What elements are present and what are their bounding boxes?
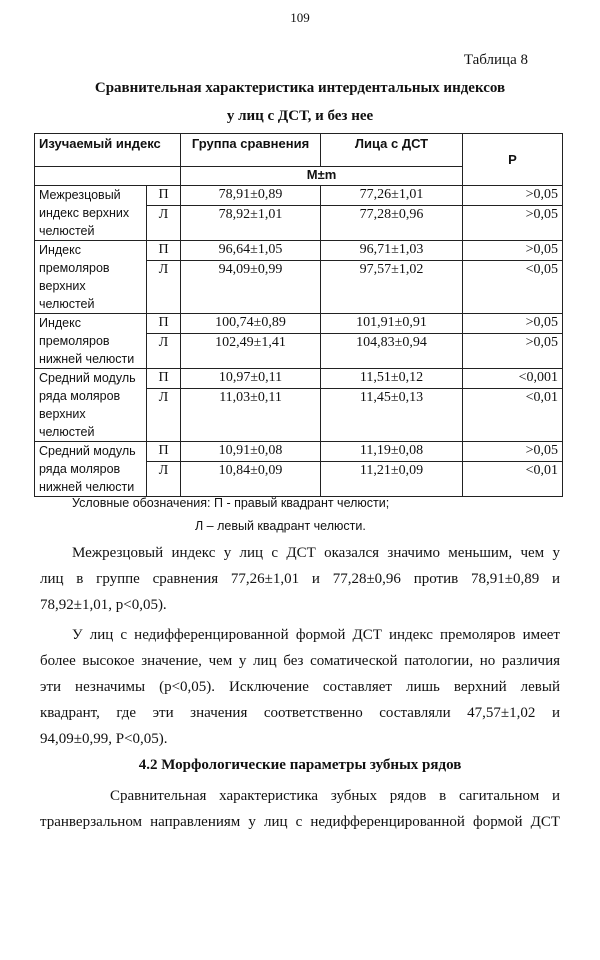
- row-side: Л: [147, 261, 181, 314]
- table-title-line-1: Сравнительная характеристика интердентальных индексов: [94, 80, 506, 96]
- header-index: Изучаемый индекс: [35, 134, 181, 167]
- row-group-value: 11,03±0,11: [181, 389, 321, 442]
- row-group-value: 96,64±1,05: [181, 241, 321, 261]
- header-p: Р: [463, 134, 563, 186]
- paragraph-line: лиц в группе сравнения 77,26±1,01 и 77,28±0,96 против 78,91±0,89 и: [40, 571, 560, 587]
- row-index-name: Средний модуль ряда моляров верхних челюстей: [35, 369, 147, 442]
- row-dst-value: 101,91±0,91: [321, 314, 463, 334]
- table-title-line-2: у лиц с ДСТ, и без нее: [226, 108, 374, 124]
- row-dst-value: 11,19±0,08: [321, 442, 463, 462]
- row-group-value: 78,91±0,89: [181, 186, 321, 206]
- row-side: Л: [147, 206, 181, 241]
- row-group-value: 10,97±0,11: [181, 369, 321, 389]
- row-index-name: Индекс премоляров верхних челюстей: [35, 241, 147, 314]
- table-row: [35, 241, 563, 261]
- paragraph-line: эти незначимы (р<0,05). Исключение составляет лишь верхний левый: [40, 679, 560, 695]
- row-p-value: >0,05: [463, 442, 563, 462]
- paragraph-line: У лиц с недифференцированной формой ДСТ индекс премоляров имеет: [72, 627, 560, 643]
- row-side: Л: [147, 462, 181, 497]
- paragraph-line: Сравнительная характеристика зубных рядов в сагитальном и: [110, 788, 560, 804]
- legend-line-2: Л – левый квадрант челюсти.: [195, 519, 366, 533]
- row-p-value: >0,05: [463, 314, 563, 334]
- row-index-name: Межрезцовый индекс верхних челюстей: [35, 186, 147, 241]
- paragraph-1: [40, 540, 560, 618]
- row-side: П: [147, 241, 181, 261]
- header-mean-sd: M±m: [181, 167, 463, 186]
- row-dst-value: 77,26±1,01: [321, 186, 463, 206]
- row-p-value: >0,05: [463, 334, 563, 369]
- table-label: Таблица 8: [463, 52, 528, 68]
- row-side: П: [147, 186, 181, 206]
- row-side: П: [147, 369, 181, 389]
- row-group-value: 78,92±1,01: [181, 206, 321, 241]
- row-dst-value: 97,57±1,02: [321, 261, 463, 314]
- row-p-value: <0,01: [463, 462, 563, 497]
- row-side: П: [147, 314, 181, 334]
- row-p-value: >0,05: [463, 206, 563, 241]
- paragraph-line: более высокое значение, чем у лиц без соматической патологии, но различия: [40, 653, 560, 669]
- paragraph-line: квадрант, где эти значения соответственно составляли 47,57±1,02 и: [40, 705, 560, 721]
- row-dst-value: 11,21±0,09: [321, 462, 463, 497]
- row-group-value: 100,74±0,89: [181, 314, 321, 334]
- row-side: Л: [147, 389, 181, 442]
- row-side: Л: [147, 334, 181, 369]
- paragraph-line: Межрезцовый индекс у лиц с ДСТ оказался значимо меньшим, чем у: [72, 545, 560, 561]
- legend-line-1: Условные обозначения: П - правый квадрант челюсти;: [72, 496, 390, 510]
- row-dst-value: 104,83±0,94: [321, 334, 463, 369]
- row-p-value: <0,01: [463, 389, 563, 442]
- row-group-value: 10,91±0,08: [181, 442, 321, 462]
- row-index-name: Средний модуль ряда моляров нижней челюсти: [35, 442, 147, 497]
- paragraph-line: транверзальном направлениям у лиц с недифференцированной формой ДСТ: [40, 814, 560, 830]
- row-p-value: <0,05: [463, 261, 563, 314]
- indices-table: [34, 133, 563, 497]
- paragraph-3: [40, 783, 560, 835]
- row-group-value: 10,84±0,09: [181, 462, 321, 497]
- paragraph-line: 78,92±1,01, р<0,05).: [40, 597, 167, 613]
- paragraph-2: [40, 622, 560, 752]
- page-number: 109: [290, 10, 310, 25]
- table-row: [35, 369, 563, 389]
- row-p-value: >0,05: [463, 186, 563, 206]
- row-dst-value: 96,71±1,03: [321, 241, 463, 261]
- header-dst: Лица с ДСТ: [321, 134, 463, 167]
- table-row: [35, 314, 563, 334]
- header-blank: [35, 167, 181, 186]
- header-group: Группа сравнения: [181, 134, 321, 167]
- row-p-value: <0,001: [463, 369, 563, 389]
- row-side: П: [147, 442, 181, 462]
- paragraph-line: 94,09±0,99, Р<0,05).: [40, 731, 168, 747]
- row-dst-value: 11,51±0,12: [321, 369, 463, 389]
- row-group-value: 94,09±0,99: [181, 261, 321, 314]
- row-dst-value: 77,28±0,96: [321, 206, 463, 241]
- table-row: [35, 186, 563, 206]
- row-index-name: Индекс премоляров нижней челюсти: [35, 314, 147, 369]
- section-heading: 4.2 Морфологические параметры зубных рядов: [138, 757, 462, 773]
- table-row: [35, 442, 563, 462]
- row-p-value: >0,05: [463, 241, 563, 261]
- row-group-value: 102,49±1,41: [181, 334, 321, 369]
- row-dst-value: 11,45±0,13: [321, 389, 463, 442]
